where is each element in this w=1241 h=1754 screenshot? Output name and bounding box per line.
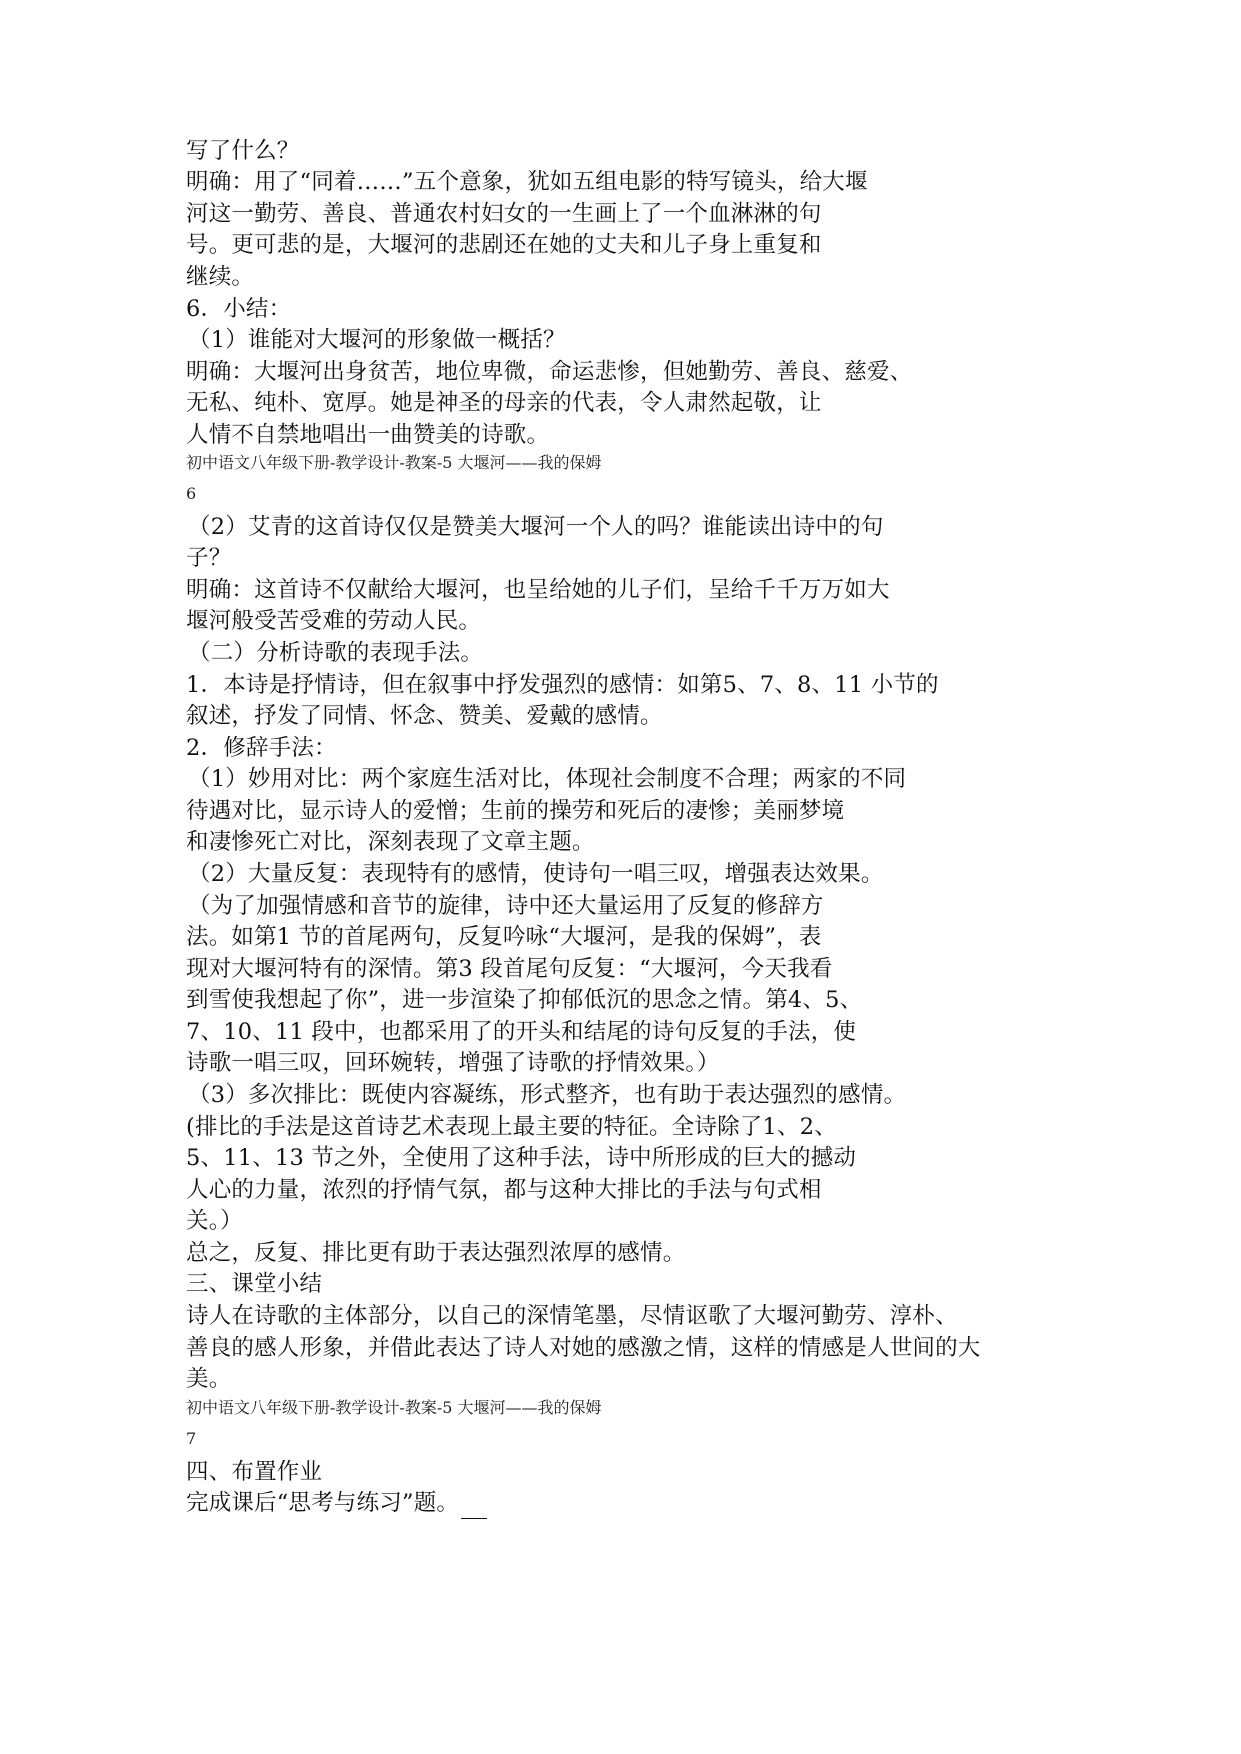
text-line: 关。） xyxy=(186,1208,243,1234)
text-line: 美。 xyxy=(186,1366,232,1392)
text-line: 7、10、11 段中，也都采用了的开头和结尾的诗句反复的手法，使 xyxy=(186,1019,857,1045)
text-line: (排比的手法是这首诗艺术表现上最主要的特征。全诗除了1、2、 xyxy=(186,1114,837,1140)
text-line: 子？ xyxy=(186,545,232,571)
text-line: 写了什么？ xyxy=(186,138,300,164)
section-heading: 三、课堂小结 xyxy=(186,1271,323,1297)
text-line: 明确：用了“同着……”五个意象，犹如五组电影的特写镜头，给大堰 xyxy=(186,169,868,195)
text-line: 无私、纯朴、宽厚。她是神圣的母亲的代表，令人肃然起敬，让 xyxy=(186,390,822,416)
text-line: 号。更可悲的是，大堰河的悲剧还在她的丈夫和儿子身上重复和 xyxy=(186,232,822,258)
text-line: （1）妙用对比：两个家庭生活对比，体现社会制度不合理；两家的不同 xyxy=(188,766,907,792)
text-line: 6．小结： xyxy=(186,296,292,322)
running-header: 初中语文八年级下册-教学设计-教案-5 大堰河——我的保姆 xyxy=(186,453,602,472)
answer-blank xyxy=(461,1496,487,1519)
text-line: 现对大堰河特有的深情。第3 段首尾句反复：“大堰河，今天我看 xyxy=(186,956,833,982)
text-line: 2．修辞手法： xyxy=(186,735,337,761)
text-line: 诗歌一唱三叹，回环婉转，增强了诗歌的抒情效果。） xyxy=(186,1050,720,1076)
text-line: （1）谁能对大堰河的形象做一概括？ xyxy=(188,327,566,353)
text-line: 善良的感人形象，并借此表达了诗人对她的感激之情，这样的情感是人世间的大 xyxy=(186,1335,981,1361)
text-line: 和凄惨死亡对比，深刻表现了文章主题。 xyxy=(186,829,595,855)
text-line: 叙述，抒发了同情、怀念、赞美、爱戴的感情。 xyxy=(186,703,663,729)
section-heading: 四、布置作业 xyxy=(186,1459,323,1485)
text-line: 待遇对比，显示诗人的爱憎；生前的操劳和死后的凄惨；美丽梦境 xyxy=(186,798,845,824)
text-line: 堰河般受苦受难的劳动人民。 xyxy=(186,608,482,634)
running-header: 初中语文八年级下册-教学设计-教案-5 大堰河——我的保姆 xyxy=(186,1398,602,1417)
text-line: 继续。 xyxy=(186,264,255,290)
page-number: 7 xyxy=(186,1429,197,1448)
text-line: 诗人在诗歌的主体部分，以自己的深情笔墨，尽情讴歌了大堰河勤劳、淳朴、 xyxy=(186,1303,958,1329)
page-number: 6 xyxy=(186,484,197,503)
text-line: （为了加强情感和音节的旋律，诗中还大量运用了反复的修辞方 xyxy=(188,893,824,919)
text-line: 明确：这首诗不仅献给大堰河，也呈给她的儿子们，呈给千千万万如大 xyxy=(186,577,890,603)
text-line: （2）艾青的这首诗仅仅是赞美大堰河一个人的吗？谁能读出诗中的句 xyxy=(188,514,884,540)
homework-text: 完成课后“思考与练习”题。 xyxy=(186,1490,460,1516)
text-line: 法。如第1 节的首尾两句，反复吟咏“大堰河，是我的保姆”，表 xyxy=(186,924,822,950)
text-line: （二）分析诗歌的表现手法。 xyxy=(188,640,484,666)
text-line: 总之，反复、排比更有助于表达强烈浓厚的感情。 xyxy=(186,1240,686,1266)
text-line: （3）多次排比：既使内容凝练，形式整齐，也有助于表达强烈的感情。 xyxy=(188,1082,907,1108)
text-line xyxy=(186,1487,487,1519)
text-line: 到雪使我想起了你”，进一步渲染了抑郁低沉的思念之情。第4、5、 xyxy=(186,987,863,1013)
text-line: 明确：大堰河出身贫苦，地位卑微，命运悲惨，但她勤劳、善良、慈爱、 xyxy=(186,359,913,385)
text-line: 1．本诗是抒情诗，但在叙事中抒发强烈的感情：如第5、7、8、11 小节的 xyxy=(186,672,939,698)
text-line: 人情不自禁地唱出一曲赞美的诗歌。 xyxy=(186,422,550,448)
text-line: 5、11、13 节之外，全使用了这种手法，诗中所形成的巨大的撼动 xyxy=(186,1145,857,1171)
text-line: 河这一勤劳、善良、普通农村妇女的一生画上了一个血淋淋的句 xyxy=(186,201,822,227)
text-line: 人心的力量，浓烈的抒情气氛，都与这种大排比的手法与句式相 xyxy=(186,1177,822,1203)
text-line: （2）大量反复：表现特有的感情，使诗句一唱三叹，增强表达效果。 xyxy=(188,861,884,887)
